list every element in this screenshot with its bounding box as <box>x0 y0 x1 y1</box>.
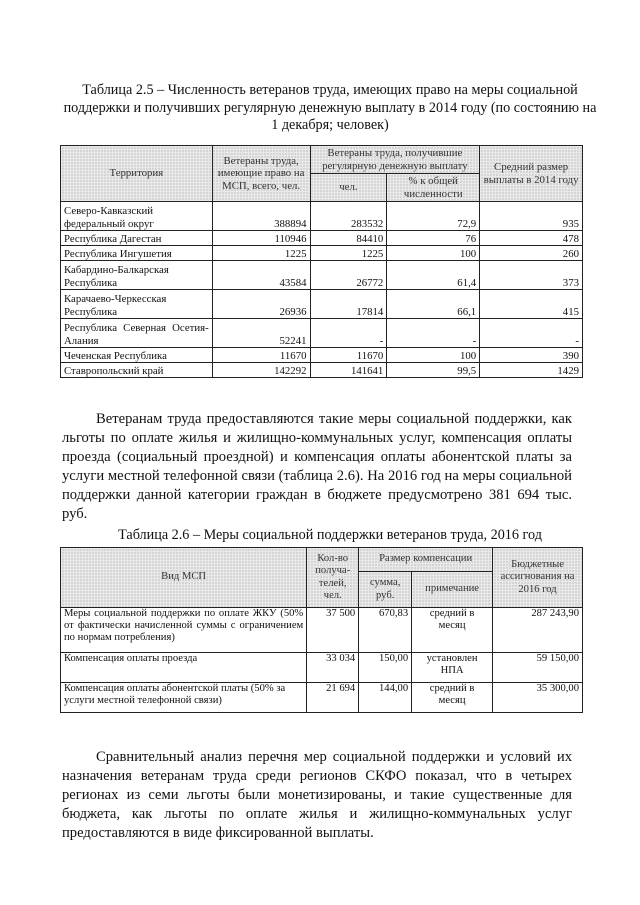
header-received-people: чел. <box>310 174 387 202</box>
pct-cell: - <box>387 319 480 348</box>
territory-cell: Республика Ингушетия <box>61 246 213 261</box>
eligible-cell: 110946 <box>212 231 310 246</box>
territory-cell: Северо-Кавказский федеральный округ <box>61 202 213 231</box>
eligible-cell: 11670 <box>212 348 310 363</box>
table-row <box>61 319 583 348</box>
table-row <box>61 246 583 261</box>
table-row <box>61 683 583 713</box>
received-cell: 17814 <box>310 290 387 319</box>
veterans-count-table <box>60 145 583 378</box>
received-cell: 1225 <box>310 246 387 261</box>
received-cell: 84410 <box>310 231 387 246</box>
received-cell: 283532 <box>310 202 387 231</box>
note-cell: средний в месяц <box>412 608 493 653</box>
pct-cell: 76 <box>387 231 480 246</box>
paragraph-measures-text: Ветеранам труда предоставляются такие меры социальной поддержки, как льготы по оплате жилья и жилищно-коммунальных услуг, компенсация оплаты проезда (социальный проездной) и компенсация оплаты абонентской платы за услуги местной телефонной связи (таблица 2.6). На 2016 год на меры социальной поддержки данной категории граждан в бюджете предусмотрено 381 694 тыс. руб. <box>62 411 572 522</box>
territory-cell: Республика Дагестан <box>61 231 213 246</box>
eligible-cell: 388894 <box>212 202 310 231</box>
table-row <box>61 653 583 683</box>
pct-cell: 72,9 <box>387 202 480 231</box>
paragraph-analysis-text: Сравнительный анализ перечня мер социальной поддержки и условий их назначения ветеранам труда среди регионов СКФО показал, что в четырех регионах из семи льготы были монетизированы, и такие существенные для бюджета, как льготы по оплате жилья и жилищно-коммунальных услуг предоставляются в виде фиксированной выплаты. <box>62 749 572 841</box>
pct-cell: 100 <box>387 246 480 261</box>
table-row <box>61 231 583 246</box>
header-budget: Бюджетные ассигнования на 2016 год <box>493 548 583 608</box>
table-row <box>61 261 583 290</box>
territory-cell: Республика Северная Осетия-Алания <box>61 319 213 348</box>
pct-cell: 100 <box>387 348 480 363</box>
received-cell: 26772 <box>310 261 387 290</box>
table-2-5-caption: Таблица 2.5 – Численность ветеранов труда, имеющих право на меры социальной поддержки и получивших регулярную денежную выплату в 2014 году (по состоянию на 1 декабря; человек) <box>63 82 597 133</box>
sum-cell: 150,00 <box>359 653 412 683</box>
count-cell: 21 694 <box>307 683 359 713</box>
received-cell: 141641 <box>310 363 387 378</box>
count-cell: 37 500 <box>307 608 359 653</box>
territory-cell: Чеченская Республика <box>61 348 213 363</box>
header-avg-payment: Средний размер выплаты в 2014 году <box>480 146 583 202</box>
paragraph-analysis <box>62 748 572 843</box>
avg-cell: 1429 <box>480 363 583 378</box>
territory-cell: Карачаево-Черкесская Республика <box>61 290 213 319</box>
received-cell: - <box>310 319 387 348</box>
table-row <box>61 290 583 319</box>
budget-cell: 35 300,00 <box>493 683 583 713</box>
note-cell: средний в месяц <box>412 683 493 713</box>
table-row <box>61 348 583 363</box>
avg-cell: 935 <box>480 202 583 231</box>
header-sum: сумма, руб. <box>359 572 412 608</box>
header-type: Вид МСП <box>61 548 307 608</box>
budget-cell: 59 150,00 <box>493 653 583 683</box>
sum-cell: 670,83 <box>359 608 412 653</box>
sum-cell: 144,00 <box>359 683 412 713</box>
eligible-cell: 1225 <box>212 246 310 261</box>
header-count: Кол-во получа-телей, чел. <box>307 548 359 608</box>
measure-type-cell: Компенсация оплаты проезда <box>61 653 307 683</box>
avg-cell: 390 <box>480 348 583 363</box>
header-eligible: Ветераны труда, имеющие право на МСП, всего, чел. <box>212 146 310 202</box>
header-received-pct: % к общей численности <box>387 174 480 202</box>
header-territory: Территория <box>61 146 213 202</box>
header-compensation: Размер компенсации <box>359 548 493 572</box>
pct-cell: 66,1 <box>387 290 480 319</box>
eligible-cell: 142292 <box>212 363 310 378</box>
measure-type-cell: Меры социальной поддержки по оплате ЖКУ (50% от фактически начисленной суммы с ограничением по нормам потребления) <box>61 608 307 653</box>
header-received: Ветераны труда, получившие регулярную денежную выплату <box>310 146 480 174</box>
avg-cell: 478 <box>480 231 583 246</box>
table-row <box>61 608 583 653</box>
note-cell: установлен НПА <box>412 653 493 683</box>
avg-cell: 415 <box>480 290 583 319</box>
eligible-cell: 52241 <box>212 319 310 348</box>
pct-cell: 61,4 <box>387 261 480 290</box>
count-cell: 33 034 <box>307 653 359 683</box>
eligible-cell: 43584 <box>212 261 310 290</box>
measure-type-cell: Компенсация оплаты абонентской платы (50% за услуги местной телефонной связи) <box>61 683 307 713</box>
table-row <box>61 363 583 378</box>
avg-cell: 260 <box>480 246 583 261</box>
table-2-6-caption: Таблица 2.6 – Меры социальной поддержки ветеранов труда, 2016 год <box>118 527 542 543</box>
eligible-cell: 26936 <box>212 290 310 319</box>
pct-cell: 99,5 <box>387 363 480 378</box>
territory-cell: Кабардино-Балкарская Республика <box>61 261 213 290</box>
received-cell: 11670 <box>310 348 387 363</box>
table-row <box>61 202 583 231</box>
avg-cell: - <box>480 319 583 348</box>
header-note: примечание <box>412 572 493 608</box>
territory-cell: Ставропольский край <box>61 363 213 378</box>
budget-cell: 287 243,90 <box>493 608 583 653</box>
avg-cell: 373 <box>480 261 583 290</box>
support-measures-table <box>60 547 583 713</box>
paragraph-measures <box>62 410 572 524</box>
